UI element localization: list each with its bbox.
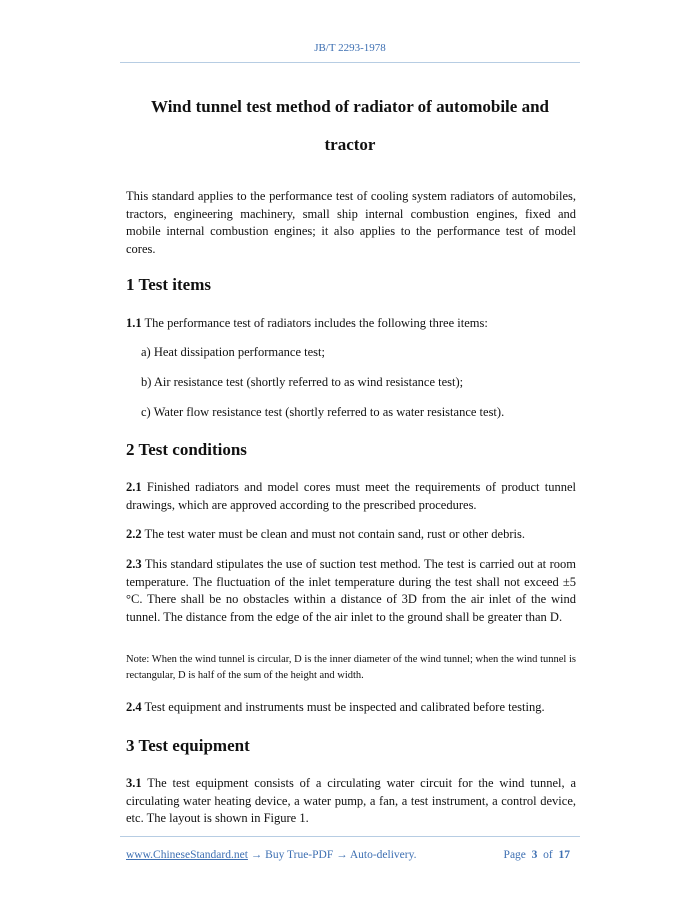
clause-text: Finished radiators and model cores must meet the requirements of product tunnel drawings, which are approved according to the prescribed procedures. <box>126 480 576 512</box>
title-line-1: Wind tunnel test method of radiator of automobile and <box>151 97 549 116</box>
clause-number: 2.2 <box>126 527 142 541</box>
list-item-c: c) Water flow resistance test (shortly referred to as water resistance test). <box>141 405 505 419</box>
title-line-2: tractor <box>324 135 376 154</box>
clause-number: 2.1 <box>126 480 142 494</box>
clause-text: The test equipment consists of a circulating water circuit for the wind tunnel, a circulating water heating device, a water pump, a fan, a test instrument, a control device, etc. The layout is shown in Figure 1. <box>126 776 576 825</box>
current-page-number: 3 <box>531 849 538 861</box>
paragraph-3-1 <box>126 775 576 828</box>
clause-text: The test water must be clean and must not contain sand, rust or other debris. <box>141 527 525 541</box>
footer-purchase-text: → Buy True-PDF → Auto-delivery. <box>247 849 417 861</box>
section-3-heading: 3 Test equipment <box>126 736 250 755</box>
header-divider <box>120 62 580 63</box>
footer-left <box>126 849 416 861</box>
paragraph-2-3 <box>126 556 576 626</box>
paragraph-2-1 <box>126 479 576 514</box>
section-1-heading: 1 Test items <box>126 275 211 294</box>
footer-divider <box>120 836 580 837</box>
paragraph-2-2 <box>126 526 576 544</box>
clause-text: The performance test of radiators includes the following three items: <box>141 316 488 330</box>
page-indicator <box>504 849 570 861</box>
paragraph-2-4 <box>126 699 576 717</box>
clause-text: This standard stipulates the use of suction test method. The test is carried out at room temperature. The fluctuation of the inlet temperature during the test shall not exceed ±5 °C. There shall be no obstacles within a distance of 3D from the air inlet of the wind tunnel. The distance from the edge of the air inlet to the ground shall be greater than D. <box>126 557 576 624</box>
clause-text: Test equipment and instruments must be inspected and calibrated before testing. <box>141 700 545 714</box>
of-label: of <box>543 849 553 861</box>
paragraph-1-1 <box>126 315 576 333</box>
list-item-b: b) Air resistance test (shortly referred to as wind resistance test); <box>141 375 464 389</box>
page-label: Page <box>503 849 526 861</box>
clause-number: 3.1 <box>126 776 142 790</box>
total-pages: 17 <box>558 849 570 861</box>
section-2-heading: 2 Test conditions <box>126 440 247 459</box>
clause-number: 1.1 <box>126 316 142 330</box>
note-paragraph: Note: When the wind tunnel is circular, D is the inner diameter of the wind tunnel; when the wind tunnel is rectangular, D is half of the sum of the height and width. <box>126 654 576 681</box>
document-title <box>110 88 590 164</box>
website-link[interactable]: www.ChineseStandard.net <box>126 849 248 861</box>
clause-number: 2.4 <box>126 700 142 714</box>
header-standard-code: JB/T 2293-1978 <box>314 42 386 54</box>
list-item-a: a) Heat dissipation performance test; <box>141 345 325 359</box>
clause-number: 2.3 <box>126 557 142 571</box>
intro-paragraph: This standard applies to the performance test of cooling system radiators of automobiles, tractors, engineering machinery, small ship internal combustion engines, fixed and mobile internal combustion engines; it also applies to the performance test of model cores. <box>126 189 576 256</box>
